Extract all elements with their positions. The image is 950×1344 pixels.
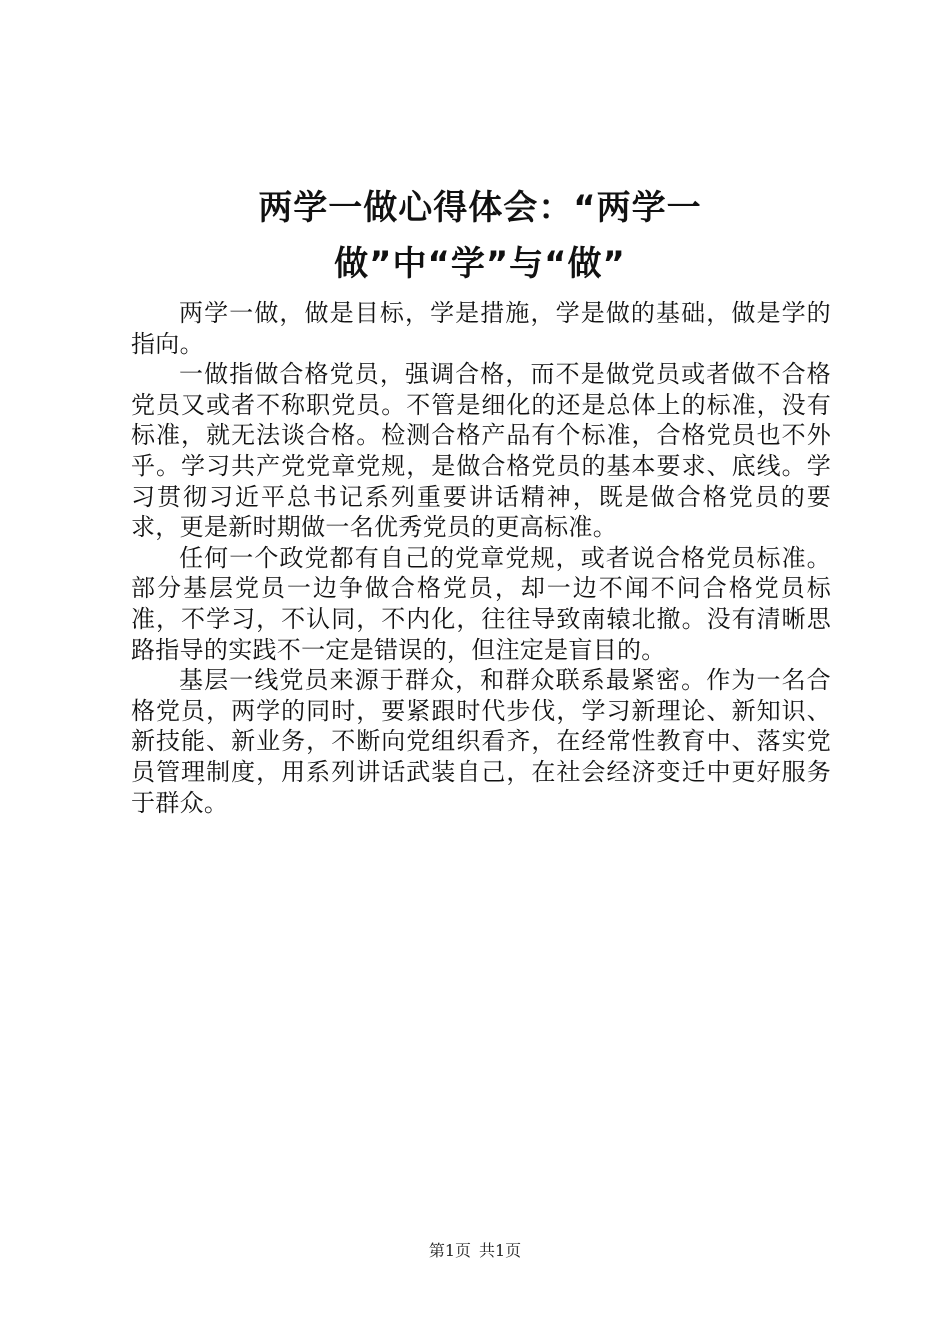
paragraph: 基层一线党员来源于群众，和群众联系最紧密。作为一名合格党员，两学的同时，要紧跟时代步伐，学习新理论、新知识、新技能、新业务，不断向党组织看齐，在经常性教育中、落实党员管理制度，用系列讲话武装自己，在社会经济变迁中更好服务于群众。 [131,666,831,817]
page-total: 共1页 [479,1241,522,1260]
page-number: 第1页 [428,1241,471,1260]
paragraph: 两学一做，做是目标，学是措施，学是做的基础，做是学的指向。 [131,299,831,358]
paragraph: 任何一个政党都有自己的党章党规，或者说合格党员标准。部分基层党员一边争做合格党员，却一边不闻不问合格党员标准，不学习，不认同，不内化，往往导致南辕北撤。没有清晰思路指导的实践不一定是错误的，但注定是盲目的。 [131,543,831,664]
document-body [131,298,831,818]
page-footer [0,1240,950,1262]
paragraph: 一做指做合格党员，强调合格，而不是做党员或者做不合格党员又或者不称职党员。不管是细化的还是总体上的标准，没有标准，就无法谈合格。检测合格产品有个标准，合格党员也不外乎。学习共产党党章党规，是做合格党员的基本要求、底线。学习贯彻习近平总书记系列重要讲话精神，既是做合格党员的要求，更是新时期做一名优秀党员的更高标准。 [131,360,831,542]
document-title: 两学一做心得体会：“两学一做”中“学”与“做” [258,188,702,284]
